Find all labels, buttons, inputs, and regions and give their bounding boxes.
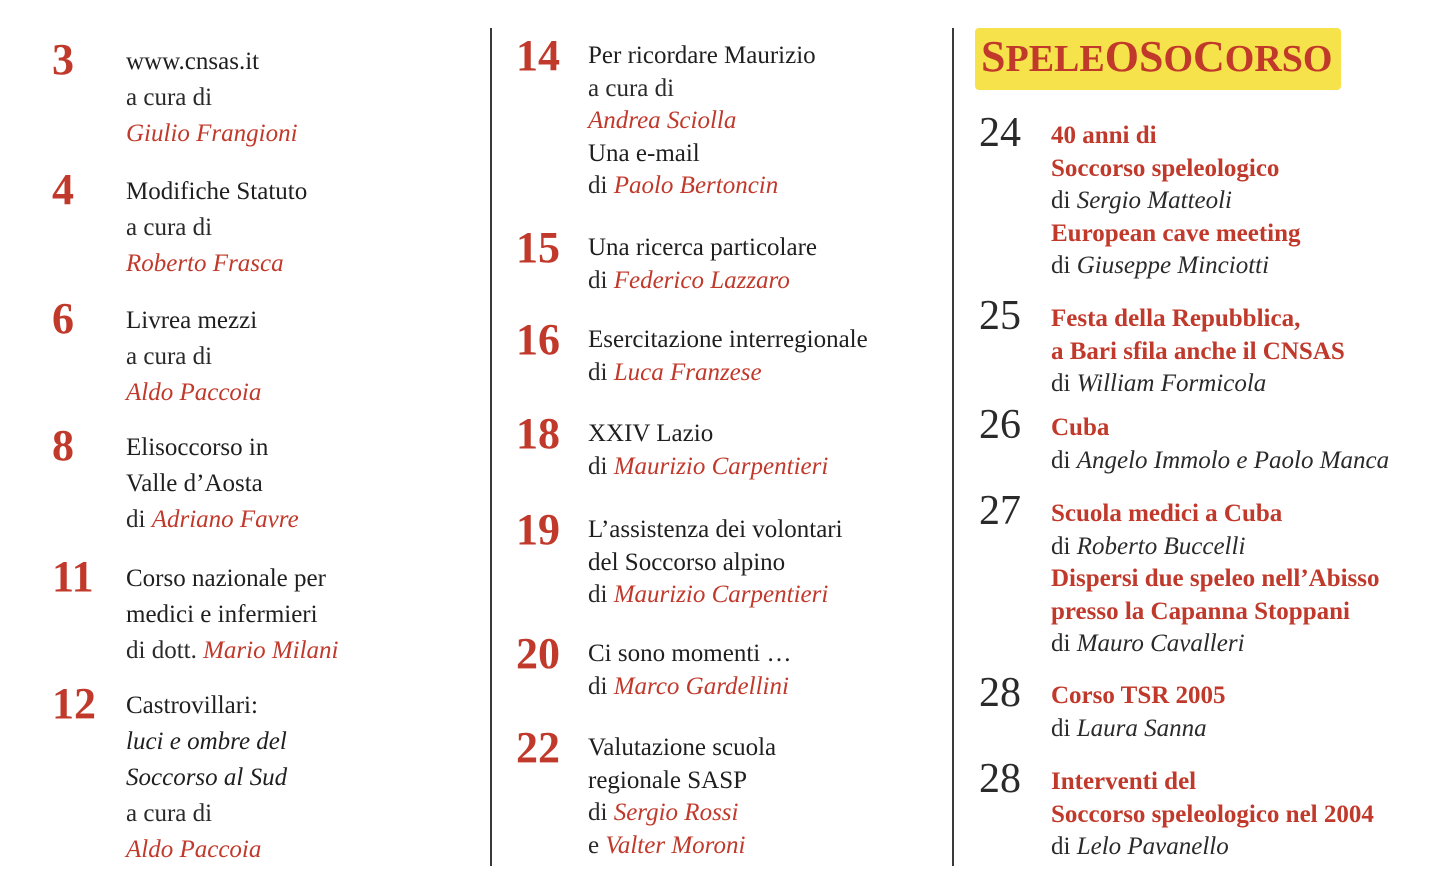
article-title: Valle d’Aosta — [126, 470, 263, 497]
entry-line — [126, 210, 307, 246]
entry-line — [588, 797, 776, 830]
entry-body — [588, 418, 828, 483]
entry-line — [1051, 185, 1301, 218]
article-title: XXIV Lazio — [588, 420, 714, 447]
article-title: www.cnsas.it — [126, 48, 260, 75]
entry-body — [1051, 766, 1374, 864]
article-title: Modifiche Statuto — [126, 178, 308, 205]
entry-line — [588, 638, 791, 671]
article-title: Interventi del — [1051, 768, 1197, 795]
article-title: Una e-mail — [588, 139, 700, 167]
article-title: Elisoccorso in — [126, 434, 269, 461]
entry-line — [1051, 218, 1301, 251]
author-name: Valter Moroni — [605, 831, 746, 859]
author-name: Laura Sanna — [1076, 714, 1207, 742]
author-prefix: di — [1051, 833, 1077, 860]
author-prefix: di — [588, 358, 614, 386]
entry-line — [1051, 445, 1389, 478]
entry-line — [126, 246, 307, 282]
author-name: William Formicola — [1076, 370, 1267, 397]
author-name: Marco Gardellini — [613, 672, 789, 700]
entry-body — [588, 324, 868, 389]
author-prefix: di — [588, 266, 614, 294]
author-name: Federico Lazzaro — [613, 266, 790, 294]
entry-line — [1051, 336, 1345, 369]
credit-label: a cura di — [126, 214, 213, 241]
author-name: Roberto Frasca — [126, 250, 284, 277]
article-title: del Soccorso alpino — [588, 548, 786, 576]
page-number: 20 — [516, 629, 560, 678]
page-number: 14 — [516, 31, 560, 80]
entry-body — [588, 514, 843, 612]
entry-body — [126, 174, 307, 282]
entry-line — [588, 671, 791, 704]
author-name: Mauro Cavalleri — [1076, 630, 1245, 657]
article-title: Scuola medici a Cuba — [1051, 500, 1283, 527]
page-number: 15 — [516, 223, 560, 272]
article-title: Esercitazione interregionale — [588, 326, 868, 353]
entry-line — [588, 514, 843, 547]
entry-line — [126, 430, 299, 466]
credit-label: a cura di — [126, 800, 213, 827]
author-prefix: e — [588, 831, 606, 859]
page-number: 22 — [516, 723, 560, 772]
entry-body — [588, 732, 776, 862]
toc-column-middle — [492, 0, 952, 893]
page-number: 4 — [52, 165, 74, 214]
entry-body — [588, 40, 816, 203]
entry-line — [126, 44, 298, 80]
author-name: Roberto Buccelli — [1076, 532, 1246, 560]
entry-line — [126, 688, 287, 724]
page-number: 18 — [516, 409, 560, 458]
entry-line — [126, 466, 299, 502]
article-subtitle: luci e ombre del — [126, 728, 287, 755]
article-title: Dispersi due speleo nell’Abisso — [1051, 565, 1380, 592]
article-title: Per ricordare Maurizio — [588, 42, 816, 69]
entry-line — [126, 597, 339, 633]
entry-line — [126, 724, 287, 760]
entry-line — [588, 170, 816, 203]
author-name: Aldo Paccoia — [126, 379, 262, 406]
author-prefix: di — [588, 799, 614, 826]
credit-label: a cura di — [126, 343, 213, 370]
article-title: Una ricerca particolare — [588, 234, 818, 261]
article-title: Soccorso speleologico nel 2004 — [1051, 800, 1374, 828]
entry-line — [126, 760, 287, 796]
entry-line — [588, 324, 868, 357]
article-title: Soccorso speleologico — [1051, 154, 1280, 182]
article-title: Corso TSR 2005 — [1051, 682, 1226, 709]
author-name: Sergio Rossi — [613, 799, 739, 826]
entry-line — [1051, 531, 1380, 564]
entry-line — [126, 561, 339, 597]
entry-line — [126, 80, 298, 116]
entry-line — [126, 339, 261, 375]
entry-line — [588, 357, 868, 390]
entry-line — [1051, 766, 1374, 799]
author-prefix: di — [588, 172, 614, 199]
article-title: European cave meeting — [1051, 219, 1301, 247]
author-name: Lelo Pavanello — [1076, 833, 1229, 860]
article-title: Corso nazionale per — [126, 565, 326, 592]
entry-body — [1051, 120, 1301, 283]
entry-line — [1051, 831, 1374, 864]
article-title: 40 anni di — [1051, 122, 1157, 149]
entry-body — [588, 232, 817, 297]
page-number: 26 — [979, 402, 1021, 448]
toc-column-right — [955, 0, 1448, 893]
entry-body — [1051, 303, 1345, 401]
entry-line — [588, 418, 828, 451]
entry-line — [1051, 596, 1380, 629]
author-prefix: di — [588, 452, 614, 480]
article-title: Ci sono momenti … — [588, 640, 792, 667]
author-prefix: di — [1051, 187, 1077, 214]
author-prefix: di — [1051, 446, 1077, 474]
entry-line — [1051, 303, 1345, 336]
entry-body — [126, 688, 287, 868]
page-number: 16 — [516, 315, 560, 364]
entry-line — [588, 451, 828, 484]
author-name: Maurizio Carpentieri — [613, 581, 829, 608]
column-divider — [952, 28, 954, 866]
entry-line — [588, 765, 776, 798]
entry-line — [126, 174, 307, 210]
author-prefix: di dott. — [126, 637, 204, 664]
entry-body — [126, 430, 299, 538]
page-number: 19 — [516, 505, 560, 554]
credit-label: a cura di — [126, 84, 213, 111]
author-name: Luca Franzese — [613, 358, 762, 386]
entry-body — [1051, 498, 1380, 661]
entry-line — [588, 830, 776, 863]
entry-line — [1051, 120, 1301, 153]
page-number: 8 — [52, 421, 74, 470]
article-title: L’assistenza dei volontari — [588, 516, 843, 543]
article-title: Festa della Repubblica, — [1051, 305, 1301, 332]
entry-line — [126, 832, 287, 868]
entry-body — [126, 303, 261, 411]
author-prefix: di — [1051, 714, 1077, 742]
article-title: Castrovillari: — [126, 692, 258, 719]
author-name: Aldo Paccoia — [126, 836, 262, 863]
author-name: Giulio Frangioni — [126, 120, 298, 147]
speleosoccorso-logo: SPELEOSOCORSO — [975, 28, 1341, 90]
author-name: Giuseppe Minciotti — [1076, 252, 1270, 279]
entry-line — [1051, 799, 1374, 832]
page-number: 11 — [52, 552, 94, 601]
article-title: Valutazione scuola — [588, 734, 777, 761]
author-name: Maurizio Carpentieri — [613, 452, 829, 480]
article-subtitle: Soccorso al Sud — [126, 764, 288, 791]
toc-column-left — [0, 0, 490, 893]
entry-line — [588, 732, 776, 765]
entry-line — [126, 303, 261, 339]
entry-line — [588, 547, 843, 580]
entry-body — [588, 638, 791, 703]
entry-line — [588, 40, 816, 73]
entry-line — [588, 265, 817, 298]
article-title: presso la Capanna Stoppani — [1051, 597, 1350, 625]
author-name: Andrea Sciolla — [588, 107, 737, 134]
entry-line — [126, 502, 299, 538]
entry-body — [126, 44, 298, 152]
page-number: 6 — [52, 294, 74, 343]
author-prefix: di — [588, 581, 614, 608]
entry-line — [1051, 153, 1301, 186]
entry-line — [1051, 498, 1380, 531]
author-prefix: di — [1051, 252, 1077, 279]
entry-line — [588, 73, 816, 106]
author-name: Sergio Matteoli — [1076, 187, 1233, 214]
page-number: 24 — [979, 110, 1021, 156]
page-number: 28 — [979, 670, 1021, 716]
page-number: 25 — [979, 293, 1021, 339]
entry-body — [1051, 680, 1226, 745]
article-title: Livrea mezzi — [126, 307, 258, 334]
author-name: Adriano Favre — [151, 506, 299, 533]
entry-line — [1051, 628, 1380, 661]
entry-line — [126, 116, 298, 152]
author-prefix: di — [1051, 532, 1077, 560]
entry-line — [1051, 680, 1226, 713]
entry-line — [588, 579, 843, 612]
credit-label: a cura di — [588, 74, 675, 102]
article-title: regionale SASP — [588, 766, 748, 794]
article-title: a Bari sfila anche il CNSAS — [1051, 337, 1345, 365]
page-number: 12 — [52, 679, 96, 728]
author-name: Mario Milani — [203, 637, 339, 664]
page-number: 27 — [979, 488, 1021, 534]
author-prefix: di — [1051, 630, 1077, 657]
author-prefix: di — [126, 506, 152, 533]
entry-body — [1051, 412, 1389, 477]
author-name: Angelo Immolo e Paolo Manca — [1076, 446, 1390, 474]
article-title: Cuba — [1051, 414, 1110, 441]
author-prefix: di — [588, 672, 614, 700]
page-number: 3 — [52, 35, 74, 84]
entry-line — [588, 138, 816, 171]
entry-line — [1051, 412, 1389, 445]
page-number: 28 — [979, 756, 1021, 802]
entry-line — [588, 105, 816, 138]
entry-line — [126, 796, 287, 832]
entry-line — [1051, 713, 1226, 746]
entry-line — [126, 633, 339, 669]
entry-body — [126, 561, 339, 669]
entry-line — [126, 375, 261, 411]
entry-line — [1051, 563, 1380, 596]
author-prefix: di — [1051, 370, 1077, 397]
article-title: medici e infermieri — [126, 601, 318, 628]
entry-line — [588, 232, 817, 265]
author-name: Paolo Bertoncin — [613, 172, 779, 199]
entry-line — [1051, 250, 1301, 283]
entry-line — [1051, 368, 1345, 401]
